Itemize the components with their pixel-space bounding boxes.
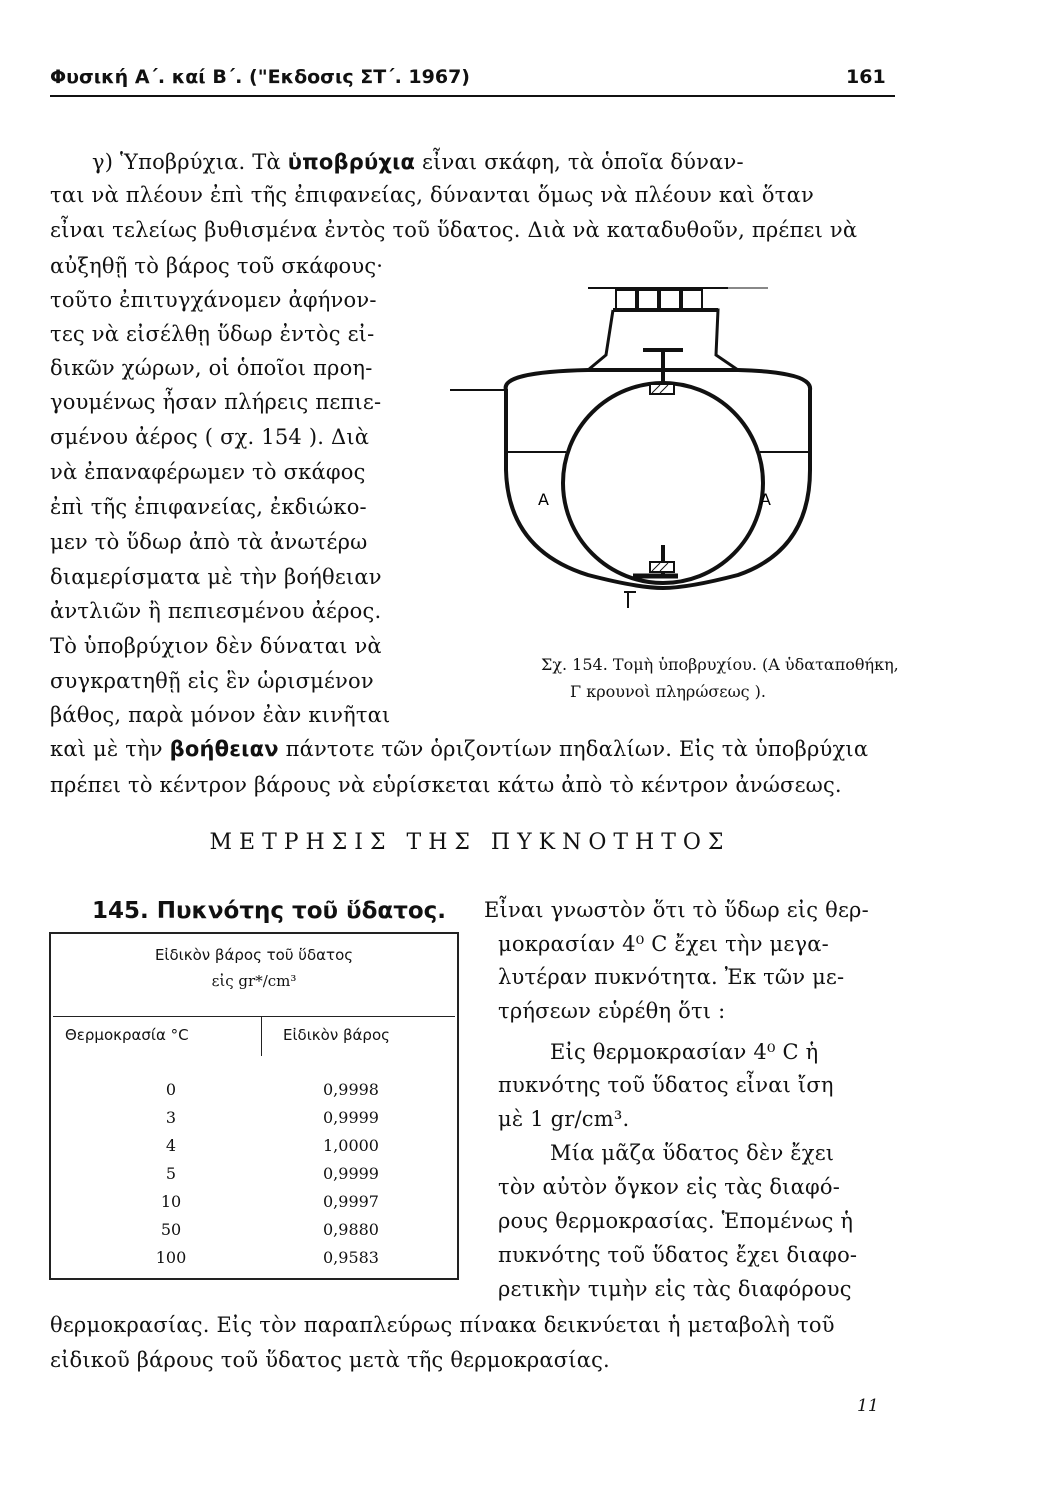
body-line-18: καὶ μὲ τὴν βοήθειαν πάντοτε τῶν ὁριζοντίων πηδαλίων. Εἰς τὰ ὑποβρύχια: [50, 737, 869, 761]
table-column-divider: [261, 1016, 262, 1056]
table-cell-temp: 10: [160, 1192, 182, 1211]
body-line-14: ἀντλιῶν ἢ πεπιεσμένου ἀέρος.: [50, 599, 382, 623]
right-line-3: λυτέραν πυκνότητα. Ἐκ τῶν με-: [498, 965, 845, 989]
header-rule: [50, 95, 895, 97]
table-cell-value: 0,9998: [323, 1080, 379, 1099]
running-header: Φυσική Α΄. καί Β΄. ("Εκδοσις ΣΤ΄. 1967): [50, 66, 470, 88]
right-line-6: πυκνότης τοῦ ὕδατος εἶναι ἴση: [498, 1073, 834, 1097]
table-col-temperature: Θερμοκρασία °C: [65, 1026, 189, 1044]
body-line-10: νὰ ἐπαναφέρωμεν τὸ σκάφος: [50, 460, 366, 484]
body-line-15: Τὸ ὑποβρύχιον δὲν δύναται νὰ: [50, 634, 382, 658]
bottom-line-2: εἰδικοῦ βάρους τοῦ ὕδατος μετὰ τῆς θερμοκρασίας.: [50, 1348, 610, 1372]
figure-caption-line1: Σχ. 154. Τομὴ ὑποβρυχίου. (Α ὑδαταποθήκη,: [541, 655, 899, 674]
body-line-5: τοῦτο ἐπιτυγχάνομεν ἀφήνον-: [50, 288, 377, 312]
body-line-13: διαμερίσματα μὲ τὴν βοήθειαν: [50, 565, 382, 589]
body-line-7: δικῶν χώρων, οἱ ὁποῖοι προη-: [50, 356, 373, 380]
table-cell-temp: 3: [165, 1108, 177, 1127]
right-line-4: τρήσεων εὑρέθη ὅτι :: [498, 999, 726, 1023]
body-line-11: ἐπὶ τῆς ἐπιφανείας, ἐκδιώκο-: [50, 495, 367, 519]
bold-term-submarines: ὑποβρύχια: [287, 150, 416, 174]
signature-mark: 11: [857, 1396, 879, 1416]
table-cell-temp: 0: [165, 1080, 177, 1099]
body-line-12: μεν τὸ ὕδωρ ἀπὸ τὰ ἀνωτέρω: [50, 530, 368, 554]
table-header-rule: [53, 1016, 455, 1017]
table-cell-temp: 100: [155, 1248, 187, 1267]
table-cell-value: 0,9880: [323, 1220, 379, 1239]
submarine-cross-section-diagram: [438, 280, 894, 630]
figure-caption-line2: Γ κρουνοὶ πληρώσεως ).: [570, 682, 766, 701]
table-cell-value: 0,9999: [323, 1108, 379, 1127]
right-line-7: μὲ 1 gr/cm³.: [498, 1107, 630, 1131]
body-line-17: βάθος, παρὰ μόνον ἐὰν κινῆται: [50, 703, 391, 727]
table-cell-value: 1,0000: [323, 1136, 379, 1155]
body-line-16: συγκρατηθῇ εἰς ἓν ὡρισμένον: [50, 669, 374, 693]
right-line-9: τὸν αὐτὸν ὄγκον εἰς τὰς διαφό-: [498, 1175, 841, 1199]
table-cell-value: 0,9999: [323, 1164, 379, 1183]
specific-weight-table: [49, 932, 459, 1280]
right-line-11: πυκνότης τοῦ ὕδατος ἔχει διαφο-: [498, 1243, 858, 1267]
bottom-line-1: θερμοκρασίας. Εἰς τὸν παραπλεύρως πίνακα δεικνύεται ἡ μεταβολὴ τοῦ: [50, 1313, 835, 1337]
tank-label-right: A: [760, 490, 771, 509]
body-line-19: πρέπει τὸ κέντρον βάρους νὰ εὑρίσκεται κάτω ἀπὸ τὸ κέντρον ἀνώσεως.: [50, 773, 842, 797]
table-col-value: Εἰδικὸν βάρος: [283, 1026, 390, 1044]
body-line-9: σμένου ἀέρος ( σχ. 154 ). Διὰ: [50, 425, 370, 449]
submarine-figure: [438, 280, 894, 630]
section-title: 145. Πυκνότης τοῦ ὕδατος.: [92, 898, 447, 924]
table-cell-value: 0,9583: [323, 1248, 379, 1267]
body-line-6: τες νὰ εἰσέλθῃ ὕδωρ ἐντὸς εἰ-: [50, 322, 375, 346]
right-line-8: Μία μᾶζα ὕδατος δὲν ἔχει: [550, 1141, 835, 1165]
section-heading: ΜΕΤΡΗΣΙΣ ΤΗΣ ΠΥΚΝΟΤΗΤΟΣ: [209, 830, 731, 855]
body-line-1: γ) Ὑποβρύχια. Τὰ ὑποβρύχια εἶναι σκάφη, τὰ ὁποῖα δύναν-: [92, 150, 744, 174]
table-cell-temp: 5: [165, 1164, 177, 1183]
tank-label-left: A: [538, 490, 549, 509]
right-line-10: ρους θερμοκρασίας. Ἑπομένως ἡ: [498, 1209, 854, 1233]
right-line-2: μοκρασίαν 4⁰ C ἔχει τὴν μεγα-: [498, 932, 829, 956]
table-cell-value: 0,9997: [323, 1192, 379, 1211]
table-unit: εἰς gr*/cm³: [211, 972, 297, 990]
table-cell-temp: 4: [165, 1136, 177, 1155]
body-line-2: ται νὰ πλέουν ἐπὶ τῆς ἐπιφανείας, δύνανται ὅμως νὰ πλέουν καὶ ὅταν: [50, 183, 814, 207]
body-line-4: αὐξηθῇ τὸ βάρος τοῦ σκάφους·: [50, 254, 384, 278]
body-line-8: γουμένως ἦσαν πλήρεις πεπιε-: [50, 390, 382, 414]
table-title: Εἰδικὸν βάρος τοῦ ὕδατος: [154, 946, 354, 964]
table-cell-temp: 50: [160, 1220, 182, 1239]
right-line-12: ρετικὴν τιμὴν εἰς τὰς διαφόρους: [498, 1277, 852, 1301]
right-line-1: Εἶναι γνωστὸν ὅτι τὸ ὕδωρ εἰς θερ-: [484, 898, 869, 922]
body-line-3: εἶναι τελείως βυθισμένα ἐντὸς τοῦ ὕδατος. Διὰ νὰ καταδυθοῦν, πρέπει νὰ: [50, 218, 858, 242]
page-number: 161: [846, 66, 886, 88]
right-line-5: Εἰς θερμοκρασίαν 4⁰ C ἡ: [550, 1040, 819, 1064]
